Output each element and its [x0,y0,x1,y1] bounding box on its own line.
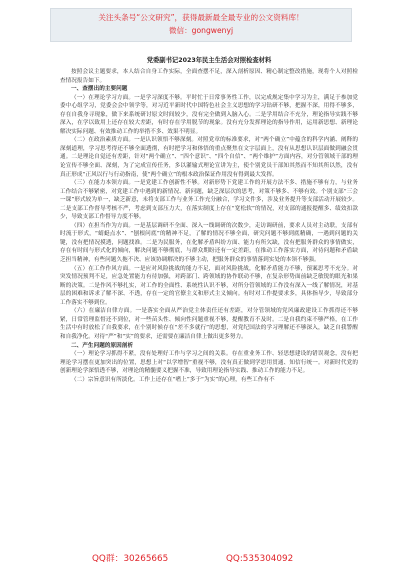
footer-contact [0,552,408,568]
body-paragraph: （二）宗旨意识有所淡化。工作上还存在“嗜上”多于“为实”的心理，有些工作有不 [71,376,275,383]
promo-banner [50,8,352,42]
body-paragraph: （二）在政治素质方面。一是认识领悟不够深刻。对照党章的标准要求，对“两个确立”中蕴含的科学内涵、阐释的深刻道理，学习思考得还不够全面透彻，有时把学习和体悟的重点聚焦在文字层面上，没有从思想认识层面做到融会贯通。二是理论自觉还有差距，针对“两个确立”、“四个意识”、“四个自信”、“两个维护”方面内容，对分管领域干部的理论宣传不够全面、深刻，为了完成宣传任务，多以灌输式理论宣讲为主，使个别党员干部知其然而不知其所以然，没有真正形成“正风以行与行动指南，使“两个确立”的根本政治保证作用没有得到最大发挥。 [60,137,358,178]
promo-banner-line-1: 关注头条号“公文研究”，获得最新最全最专业的公文资料库！ [98,13,304,22]
paragraph-list [60,68,358,384]
body-paragraph: （六）在廉洁自律方面。一是落实全面从严治党主体责任还有差距，对分管领域的党风廉政建设工作抓得还不够紧，日常管理监督还不到位，对一些苗头性、倾向性问题重视不够，提醒教育不及时。二是自我约束不够严格，在工作生活中有时放松了自我要求，在个别时候存在“差不多就行”的思想，对党纪国法的学习理解还不够深入，缺乏自我警醒和自我净化。对待“严”和“实”的要求，还需要在廉洁自律上做出更多努力。 [60,308,358,340]
body-paragraph: （四）在担当作为方面。一是基层调研不全面、深入一线调研的次数少，走访调研前，要求人员对主动联，支部有时流于形式，“蜻蜓点水”、“刨根问底”的精神不足，了解的情况不够全面，研究问题不够到底精确，一遇到问题的关键，没有把情况摸透，问题找准。二是为民服务，在化解矛盾纠纷方面、能力有所欠缺，没有把服务群众的事情做实，存在有时间与形式化的倾向，解决问题不够彻底，与群众期盼还有一定差距，在推动工作落实方面，对待问题和矛盾缺乏担当精神，有些问题久拖不决、应该协调解决的不够主动，把服务群众的事情落到实处的本领不够强。 [60,222,358,264]
promo-banner-wechat: 微信：gongwenyj [168,26,234,35]
body-paragraph: （三）在能力本领方面。一是党建工作创新性不够。对新形势下党建工作的开展方法不多、措施不够有力，与业务工作结合不够紧密，对党建工作中遇到的新情况、新问题，缺乏深层次的思考，对策不够多、不够有效。个别支部“三会一课”形式较为单一，缺乏新意，未将支部工作与业务工作充分融合，学习文件多，涉及业务提升等支部活动开展较少。二是支部工作督导考核不严，考虑到支部压力大，在落实制度上存在“宽松软”的情况，对支部的通报提醒多、绩效扣款少，导致支部工作督导力度不够。 [60,180,358,221]
footer-qq-group: QQ群：30265665 [92,554,169,564]
section-heading: 二、产生问题的原因剖析 [71,342,134,349]
body-paragraph: （一）在理论学习方面。一是学习深度不够。平时忙于日常事务性工作，以完成规定集中学习为主，满足于参加党委中心组学习，党委会会中领学等，对习近平新时代中国特色社会主义思想的学习钻研不够，把握不深，用得不够多，存在自我身寻现象，做下来系统研讨原文时间较少，没有完全做到入脑入心。二是学用结合不充分，理论指导实践不够深入，在学以致用上还存在较大差距，有时存在学用脱节的现象。没有充分发挥理论的指导作用，运用新思想、新理论解决实际问题、有效推动工作的举措不多、效果不明显。 [60,94,358,135]
body-paragraph: 按照会议主题要求，本人结合自身工作实际，全面查摆不足，深入剖析原因、精心制定整改措施，现将个人对照检查情况报告如下。 [60,69,358,84]
footer-qq: QQ:535304092 [226,554,294,564]
document-body [60,56,358,384]
document-title: 党委副书记2023年民主生活会对照检查材料 [146,57,272,64]
body-paragraph: （五）在工作作风方面。一是应对风险挑战的能力不足，面对风险挑战，化解矛盾能力不够，预案思考不充分。对突发情况预判不足，应急处置能力有待加强，对跨部门、跨领域的协作联动不够，在复杂形势面前缺乏敏锐的眼光和果断的决策。二是作风不够扎实，对工作的全面性、系统性认识不够，对所分管领域的工作没有深入一线了解情况，对基层的困难和诉求了解不深、不透，存在一定的官僚主义和形式主义倾向。有时对工作提要求多，具体指导少，导致部分工作落实不够到位。 [60,265,358,306]
section-heading: 一、查摆出的主要问题 [71,86,128,93]
body-paragraph: （一）理论学习抓得不紧，没有处理好工作与学习之间的关系。存在重业务工作、轻思想建设的错误观念，没有把理论学习摆在更加突出的位置，思想上对“以学增智”重视不够，没有真正做到学思用贯通、知信行统一。对新时代党的创新理论学深悟透不够，对理论的精髓要义把握不准，导致用理论指导实践、推动工作的能力不足。 [60,351,358,375]
